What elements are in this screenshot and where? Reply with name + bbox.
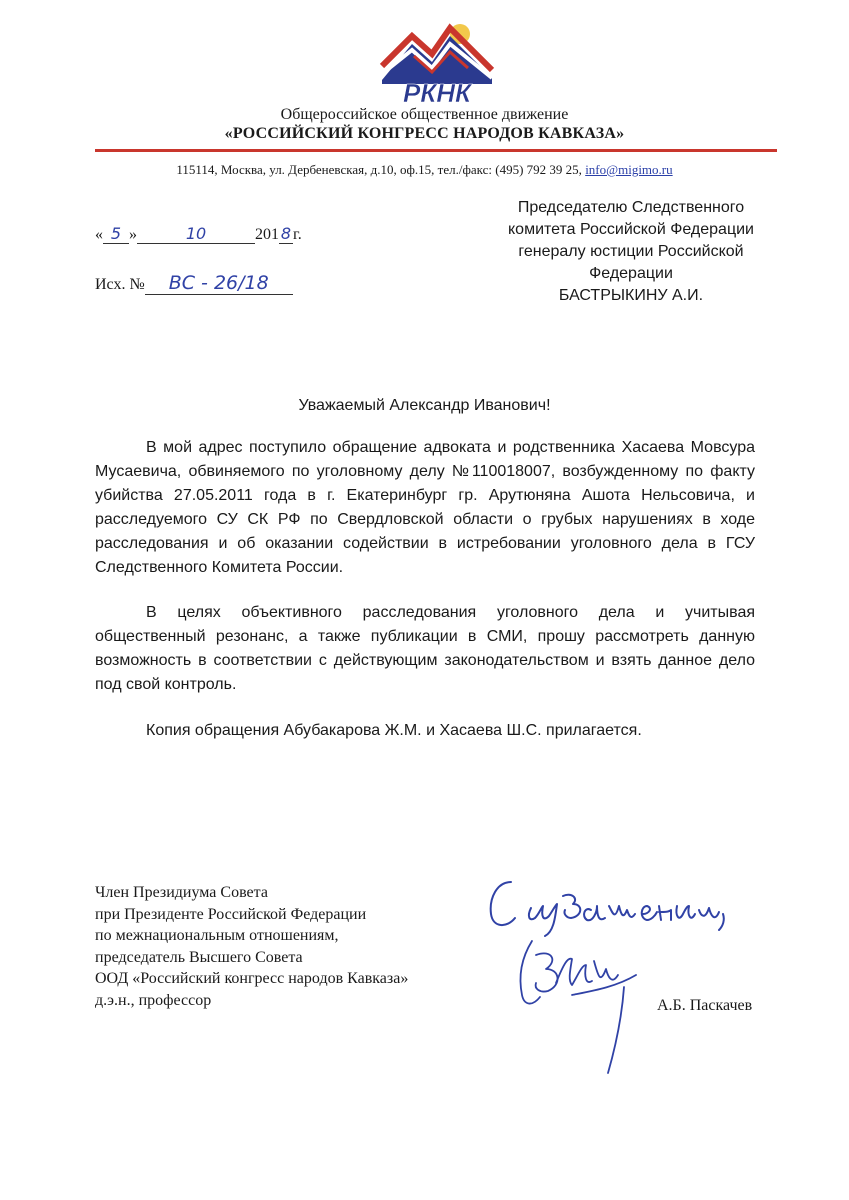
handwritten-regards bbox=[483, 870, 733, 940]
signatory-name: А.Б. Паскачев bbox=[657, 997, 753, 1014]
body-paragraph-1 bbox=[95, 436, 755, 580]
signatory-line: председатель Высшего Совета bbox=[95, 948, 303, 966]
signature bbox=[512, 935, 652, 1075]
outgoing-number-line bbox=[95, 272, 293, 295]
date-month: 10 bbox=[137, 224, 255, 244]
signatory-line: д.э.н., профессор bbox=[95, 991, 212, 1009]
signatory-line: при Президенте Российской Федерации bbox=[95, 905, 367, 923]
date-year-prefix: 201 bbox=[255, 226, 279, 243]
addressee-line: Председателю Следственного bbox=[517, 199, 745, 216]
org-name: «РОССИЙСКИЙ КОНГРЕСС НАРОДОВ КАВКАЗА» bbox=[224, 125, 625, 142]
addressee-line: комитета Российской Федерации bbox=[507, 221, 754, 238]
date-line bbox=[95, 224, 302, 244]
logo-text: РКНК bbox=[402, 78, 472, 106]
paragraph-text: В целях объективного расследования уголовного дела и учитывая общественный резонанс, а также публикации в СМИ, прошу рассмотреть данную возможность в соответствии с действующим законодательством и взять данное дело под свой контроль. bbox=[95, 604, 755, 693]
addressee-line: БАСТРЫКИНУ А.И. bbox=[558, 287, 704, 304]
outgoing-number: ВС - 26/18 bbox=[145, 272, 293, 295]
date-open-quote: « bbox=[95, 226, 103, 243]
address-text: 115114, Москва, ул. Дербеневская, д.10, оф.15, тел./факс: (495) 792 39 25, bbox=[176, 162, 582, 177]
email-link[interactable]: info@migimo.ru bbox=[585, 162, 673, 177]
addressee-line: Федерации bbox=[589, 265, 673, 282]
date-year-suffix: г. bbox=[293, 226, 302, 243]
signatory-title-block bbox=[95, 882, 408, 1011]
signatory-line: Член Президиума Совета bbox=[95, 884, 268, 901]
org-address bbox=[0, 162, 849, 178]
paragraph-text: В мой адрес поступило обращение адвоката и родственника Хасаева Мовсура Мусаевича, обвиняемого по уголовному делу №110018007, возбужденному по факту убийства 27.05.2011 года в г. Екатеринбург гр. Арутюняна Ашота Нельсовича, и расследуемого СУ СК РФ по Свердловской области о грубых нарушениях в ходе расследования и об оказании содействии в истребовании уголовного дела в ГСУ Следственного Комитета России. bbox=[95, 439, 755, 576]
header-divider bbox=[95, 149, 777, 152]
rknk-logo bbox=[378, 22, 496, 106]
org-type: Общероссийское общественное движение bbox=[280, 106, 569, 123]
body-paragraph-3 bbox=[95, 719, 755, 743]
date-year-digit: 8 bbox=[280, 224, 292, 243]
addressee-line: генералу юстиции Российской bbox=[518, 243, 744, 260]
date-close-quote: » bbox=[129, 226, 137, 243]
signatory-line: по межнациональным отношениям, bbox=[95, 927, 339, 944]
addressee-block bbox=[466, 197, 796, 307]
outgoing-label: Исх. № bbox=[95, 276, 145, 293]
signatory-line: ООД «Российский конгресс народов Кавказа» bbox=[95, 970, 409, 987]
paragraph-text: Копия обращения Абубакарова Ж.М. и Хасаева Ш.С. прилагается. bbox=[146, 722, 642, 739]
salutation: Уважаемый Александр Иванович! bbox=[298, 397, 551, 414]
date-day: 5 bbox=[103, 224, 129, 244]
body-paragraph-2 bbox=[95, 601, 755, 697]
